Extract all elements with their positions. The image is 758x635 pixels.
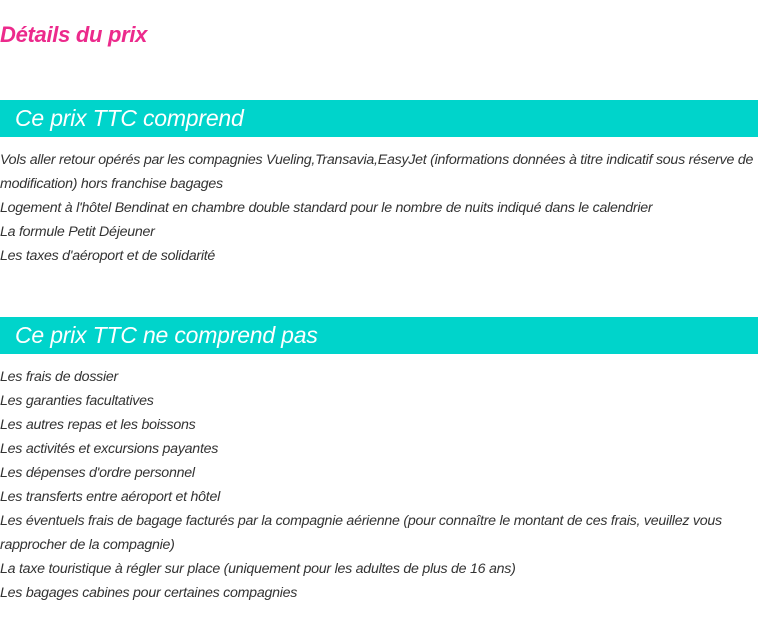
page-title: Détails du prix	[0, 22, 148, 47]
list-item: Les autres repas et les boissons	[0, 417, 196, 433]
list-item: Les transferts entre aéroport et hôtel	[0, 489, 220, 505]
list-item: Les activités et excursions payantes	[0, 441, 219, 457]
price-excludes-heading: Ce prix TTC ne comprend pas	[0, 317, 758, 354]
price-includes-section	[0, 100, 758, 268]
list-item: Les garanties facultatives	[0, 393, 154, 409]
price-excludes-section	[0, 317, 758, 605]
price-includes-heading: Ce prix TTC comprend	[0, 100, 758, 137]
list-item: La taxe touristique à régler sur place (uniquement pour les adultes de plus de 16 ans)	[0, 561, 516, 577]
list-item: Logement à l'hôtel Bendinat en chambre double standard pour le nombre de nuits indiqué dans le calendrier	[0, 200, 653, 216]
list-item: Vols aller retour opérés par les compagnies Vueling,Transavia,EasyJet (informations données à titre indicatif sous réserve de modification) hors franchise bagages	[0, 152, 754, 192]
price-includes-list	[0, 137, 758, 268]
list-item: Les frais de dossier	[0, 369, 119, 385]
list-item: Les éventuels frais de bagage facturés par la compagnie aérienne (pour connaître le montant de ces frais, veuillez vous rapprocher de la compagnie)	[0, 513, 722, 553]
price-excludes-list	[0, 354, 758, 605]
list-item: Les taxes d'aéroport et de solidarité	[0, 248, 216, 264]
list-item: La formule Petit Déjeuner	[0, 224, 155, 240]
list-item: Les dépenses d'ordre personnel	[0, 465, 195, 481]
list-item: Les bagages cabines pour certaines compagnies	[0, 585, 298, 601]
